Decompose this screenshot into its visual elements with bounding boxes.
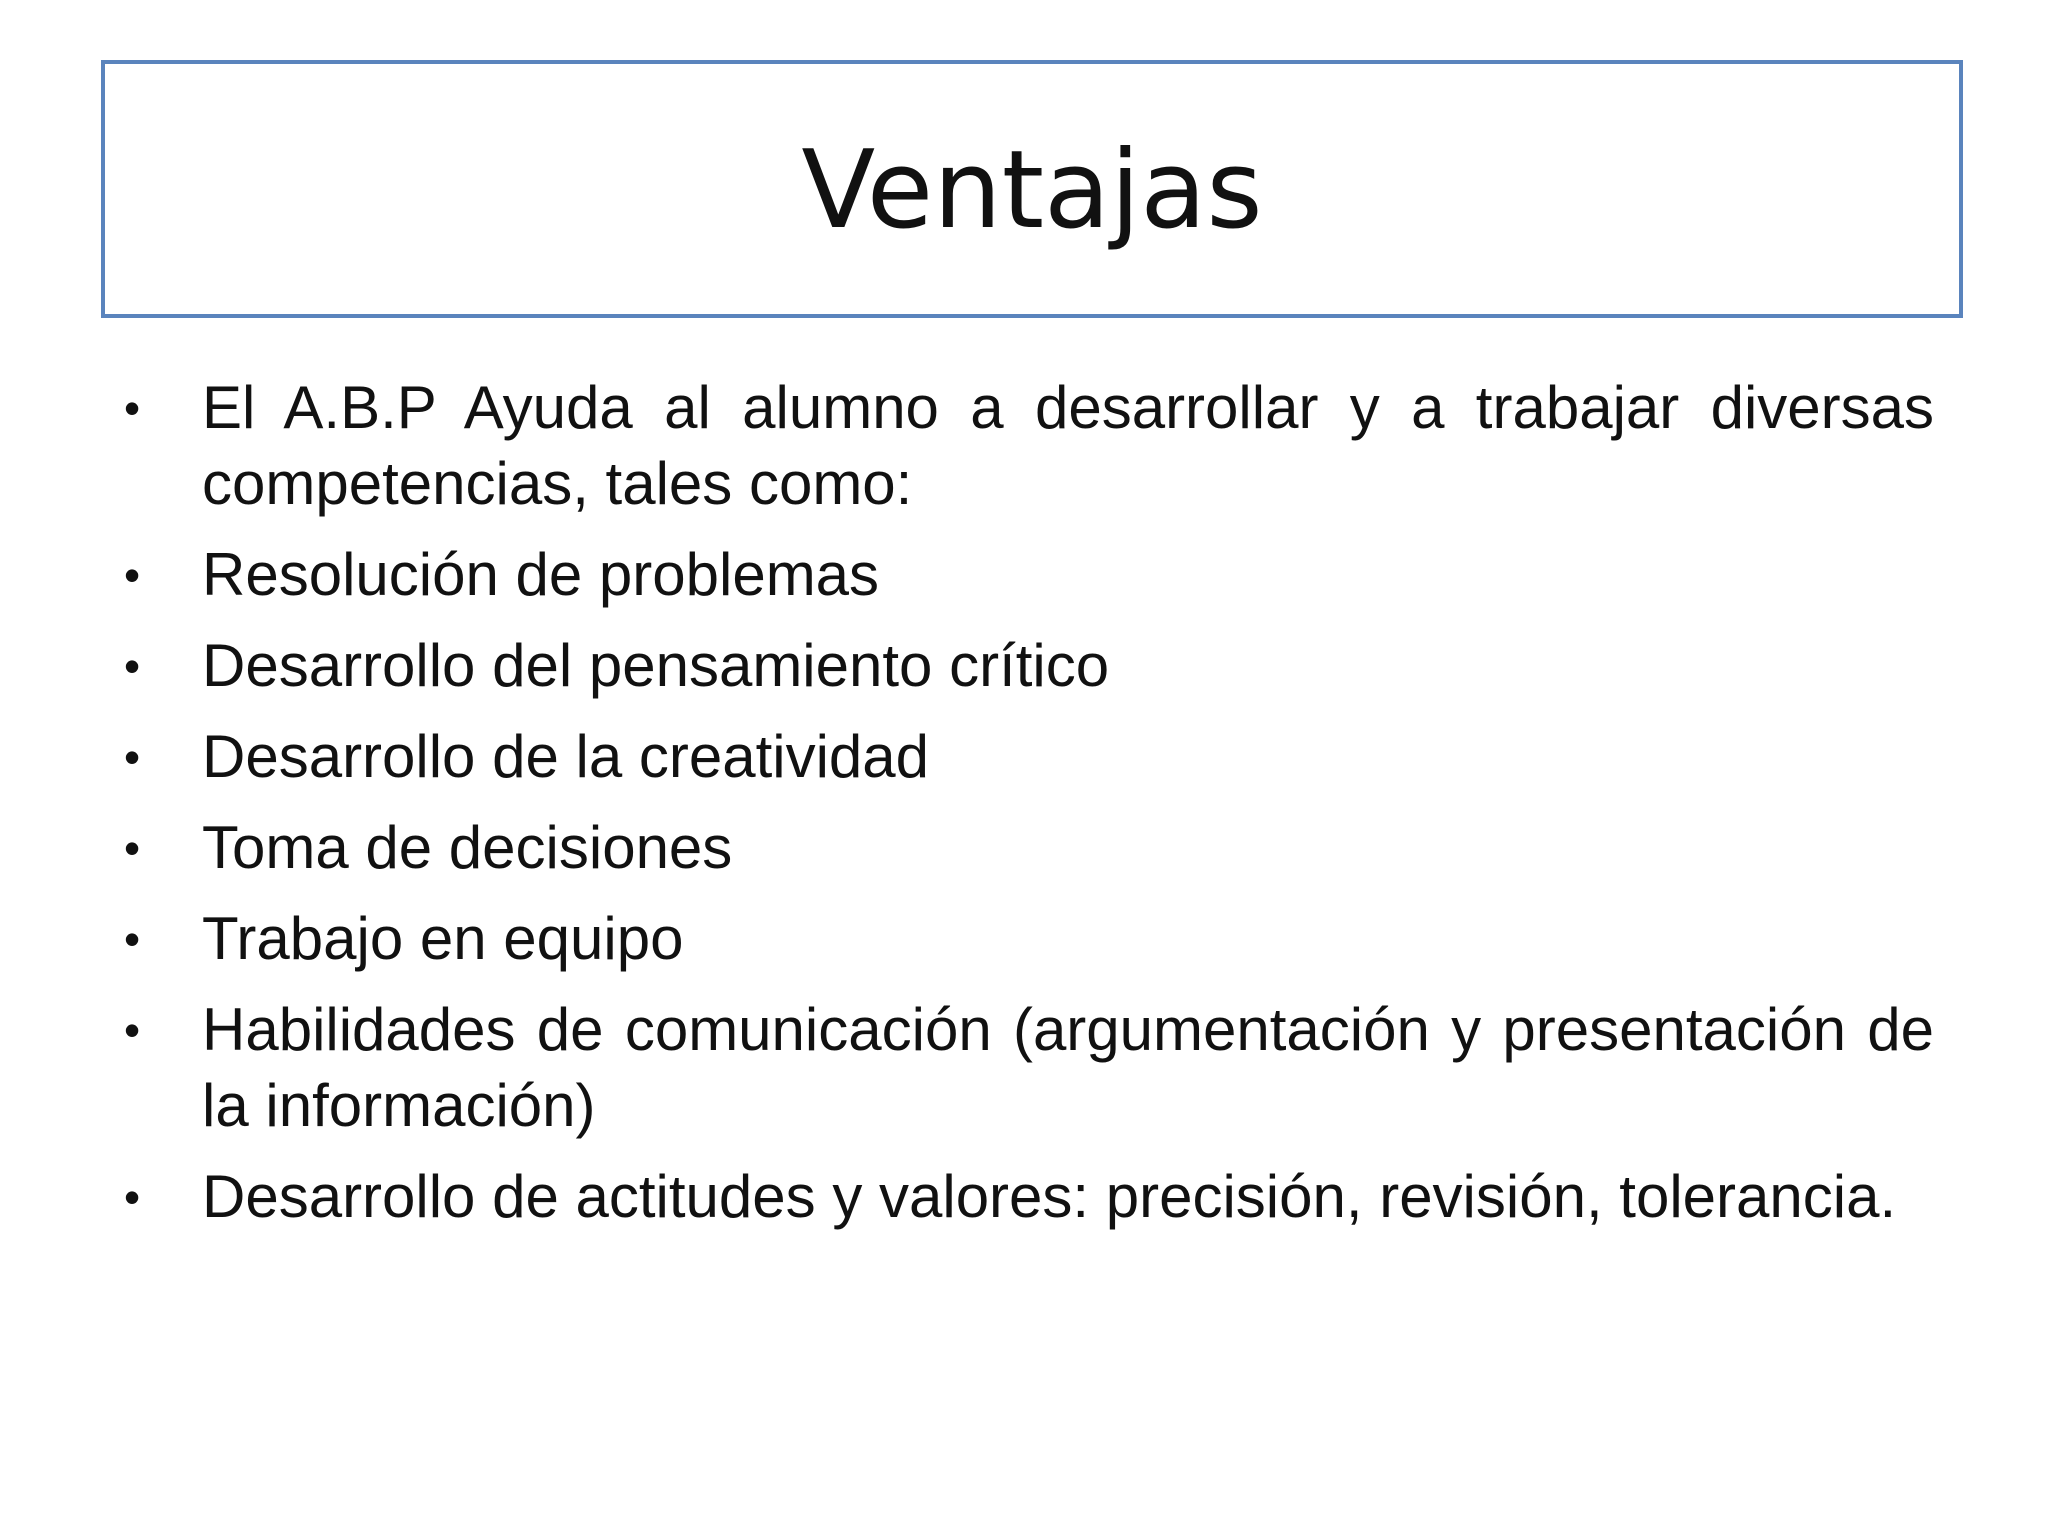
bullet-icon: • — [124, 640, 141, 692]
bullet-icon: • — [124, 731, 141, 783]
title-box — [101, 60, 1963, 318]
bullet-item — [124, 901, 1934, 977]
bullet-icon: • — [124, 1004, 141, 1056]
bullet-text: Toma de decisiones — [202, 814, 733, 881]
bullet-item — [124, 537, 1934, 613]
bullet-item — [124, 810, 1934, 886]
bullet-item — [124, 719, 1934, 795]
bullet-item — [124, 1159, 1934, 1235]
bullet-text: Desarrollo del pensamiento crítico — [202, 632, 1110, 699]
bullet-icon: • — [124, 913, 141, 965]
bullet-text: Resolución de problemas — [202, 541, 880, 608]
bullet-text: Trabajo en equipo — [202, 905, 684, 972]
bullet-item — [124, 628, 1934, 704]
bullet-icon: • — [124, 1171, 141, 1223]
bullet-icon: • — [124, 822, 141, 874]
bullet-text: Desarrollo de la creatividad — [202, 723, 930, 790]
slide-title: Ventajas — [801, 128, 1263, 253]
bullet-icon: • — [124, 382, 141, 434]
bullet-item — [124, 370, 1934, 522]
bullet-icon: • — [124, 549, 141, 601]
bullet-item — [124, 992, 1934, 1144]
bullet-text: Habilidades de comunicación (argumentación y presentación de la información) — [202, 996, 1934, 1139]
bullet-text: El A.B.P Ayuda al alumno a desarrollar y a trabajar diversas competencias, tales como: — [202, 374, 1934, 517]
bullet-text: Desarrollo de actitudes y valores: precisión, revisión, tolerancia. — [202, 1163, 1897, 1230]
bullet-list — [124, 370, 1934, 1250]
